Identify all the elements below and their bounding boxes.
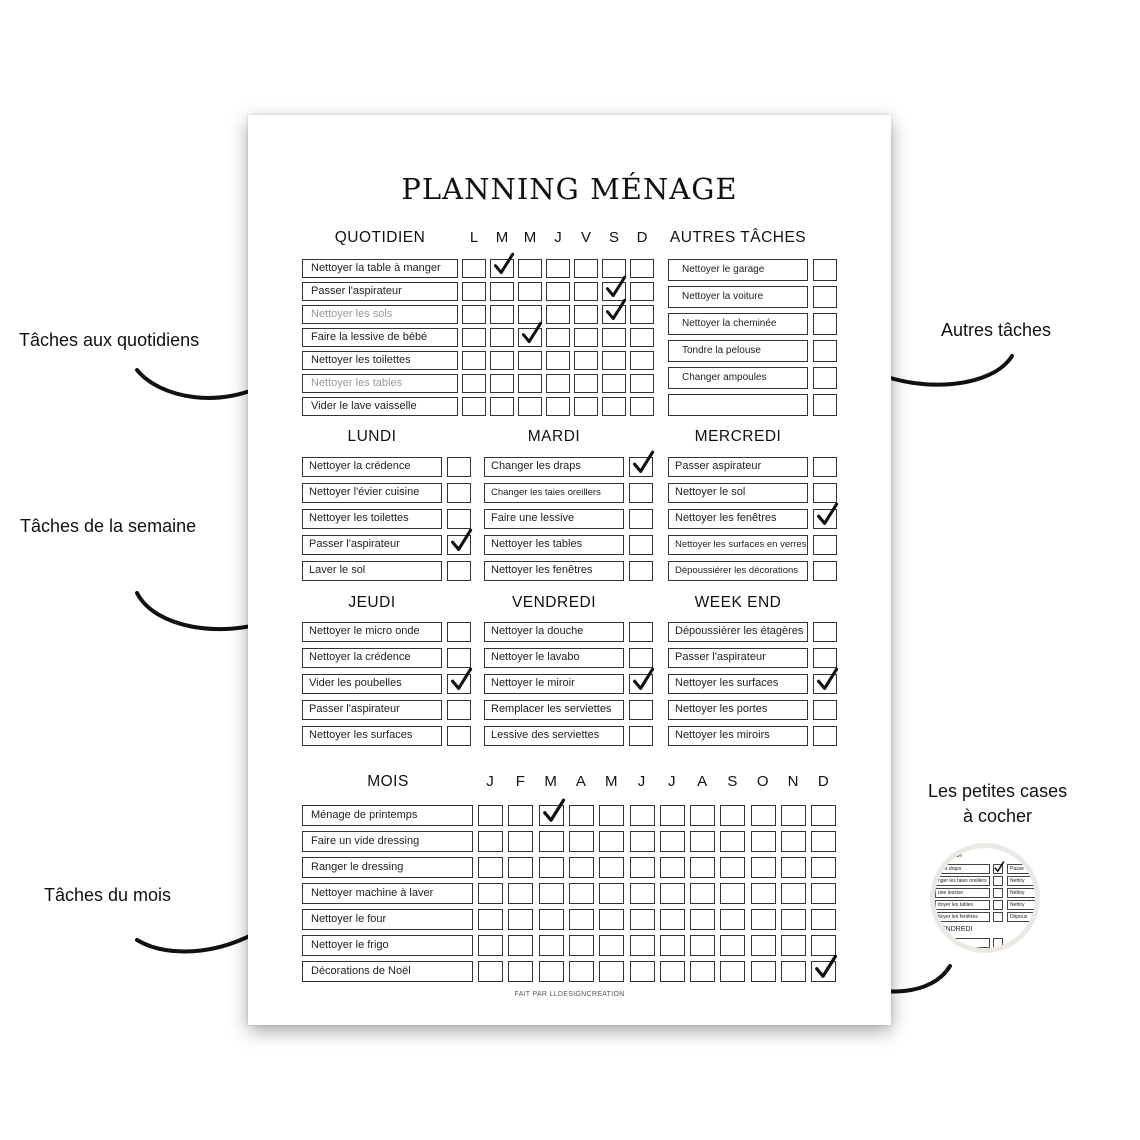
checkbox[interactable]	[447, 509, 471, 529]
checkbox[interactable]	[569, 805, 594, 826]
checkbox[interactable]	[720, 831, 745, 852]
week-section-title: MARDI	[527, 428, 581, 445]
planning-sheet	[248, 115, 891, 1025]
zoom-task-row: ttoyer les tables	[935, 900, 990, 910]
checkbox[interactable]	[447, 622, 471, 642]
week-task: Nettoyer l'évier cuisine	[302, 483, 442, 503]
daily-task: Nettoyer la table à manger	[302, 259, 458, 278]
checkbox[interactable]	[630, 805, 655, 826]
checkbox[interactable]	[660, 961, 685, 982]
monthly-task: Décorations de Noël	[302, 961, 473, 982]
other-task: Nettoyer la voiture	[668, 286, 808, 308]
zoom-checkbox	[993, 900, 1003, 910]
week-task: Nettoyer le miroir	[484, 674, 624, 694]
week-task: Lessive des serviettes	[484, 726, 624, 746]
checkmark-icon	[604, 276, 627, 299]
week-task: Nettoyer les tables	[484, 535, 624, 555]
checkbox[interactable]	[478, 883, 503, 904]
checkbox[interactable]	[630, 961, 655, 982]
week-task: Passer l'aspirateur	[302, 535, 442, 555]
checkbox[interactable]	[574, 374, 598, 393]
checkbox[interactable]	[720, 883, 745, 904]
checkbox[interactable]	[811, 883, 836, 904]
monthly-task: Nettoyer le four	[302, 909, 473, 930]
checkbox[interactable]	[813, 394, 837, 416]
checkbox[interactable]	[751, 909, 776, 930]
checkbox[interactable]	[781, 961, 806, 982]
week-task: Nettoyer les fenêtres	[668, 509, 808, 529]
week-task: Nettoyer le sol	[668, 483, 808, 503]
other-task: Nettoyer la cheminée	[668, 313, 808, 335]
checkbox[interactable]	[518, 282, 542, 301]
checkbox[interactable]	[546, 259, 570, 278]
other-section-title: AUTRES TÂCHES	[669, 229, 807, 246]
checkbox[interactable]	[478, 831, 503, 852]
checkbox[interactable]	[518, 259, 542, 278]
checkbox[interactable]	[599, 883, 624, 904]
checkbox[interactable]	[751, 883, 776, 904]
checkbox[interactable]	[508, 909, 533, 930]
checkbox[interactable]	[599, 805, 624, 826]
week-task: Nettoyer les surfaces	[668, 674, 808, 694]
zoom-task-row: ttoyer les fenêtres	[935, 912, 990, 922]
zoom-heading-top: DI	[955, 852, 962, 859]
checkmark-icon	[541, 799, 566, 824]
checkbox[interactable]	[569, 857, 594, 878]
month-letter: O	[756, 773, 769, 790]
checkbox[interactable]	[508, 935, 533, 956]
checkbox[interactable]	[569, 883, 594, 904]
month-letter: J	[668, 773, 676, 790]
checkbox[interactable]	[574, 282, 598, 301]
week-task: Changer les draps	[484, 457, 624, 477]
zoom-task-row: une lessive	[935, 888, 990, 898]
checkbox[interactable]	[630, 935, 655, 956]
checkbox[interactable]	[630, 883, 655, 904]
checkbox[interactable]	[546, 305, 570, 324]
checkbox[interactable]	[569, 909, 594, 930]
checkbox[interactable]	[720, 909, 745, 930]
checkbox[interactable]	[574, 351, 598, 370]
monthly-task: Nettoyer machine à laver	[302, 883, 473, 904]
checkbox[interactable]	[508, 961, 533, 982]
checkbox[interactable]	[574, 328, 598, 347]
checkbox[interactable]	[811, 805, 836, 826]
checkbox[interactable]	[629, 483, 653, 503]
month-letter: M	[604, 773, 618, 790]
day-letter: J	[554, 229, 562, 246]
month-letter: A	[575, 773, 586, 790]
checkbox[interactable]	[660, 857, 685, 878]
week-task: Nettoyer la crédence	[302, 648, 442, 668]
checkbox[interactable]	[447, 700, 471, 720]
checkbox[interactable]	[574, 259, 598, 278]
zoom-task-row-right: Nettoy	[1007, 876, 1040, 886]
zoom-task-row-right: Passe	[1007, 864, 1040, 874]
checkbox[interactable]	[813, 648, 837, 668]
month-letter: F	[515, 773, 525, 790]
month-letter: J	[486, 773, 494, 790]
checkbox[interactable]	[508, 857, 533, 878]
checkbox[interactable]	[630, 397, 654, 416]
checkbox[interactable]	[462, 305, 486, 324]
checkbox[interactable]	[813, 622, 837, 642]
checkmark-icon	[813, 955, 838, 980]
week-task: Nettoyer les surfaces	[302, 726, 442, 746]
checkbox[interactable]	[751, 961, 776, 982]
checkbox[interactable]	[813, 259, 837, 281]
checkbox[interactable]	[546, 328, 570, 347]
month-letter: N	[787, 773, 799, 790]
week-task: Nettoyer la crédence	[302, 457, 442, 477]
week-task: Dépoussiérer les décorations	[668, 561, 808, 581]
checkbox[interactable]	[602, 328, 626, 347]
sheet-footer: FAIT PAR LLDESIGNCREATION	[514, 991, 625, 998]
zoom-detail-circle	[930, 843, 1040, 953]
checkbox[interactable]	[813, 535, 837, 555]
checkbox[interactable]	[660, 831, 685, 852]
daily-task: Vider le lave vaisselle	[302, 397, 458, 416]
callout-daily: Tâches aux quotidiens	[19, 330, 200, 350]
checkbox[interactable]	[462, 374, 486, 393]
sheet-title: PLANNING MÉNAGE	[401, 172, 738, 206]
checkbox[interactable]	[569, 831, 594, 852]
week-task: Vider les poubelles	[302, 674, 442, 694]
checkbox[interactable]	[660, 883, 685, 904]
callout-boxes-line2: à cocher	[963, 806, 1033, 826]
checkbox[interactable]	[602, 397, 626, 416]
day-letter: S	[608, 229, 619, 246]
checkmark-icon	[815, 668, 839, 692]
checkbox[interactable]	[629, 726, 653, 746]
callout-monthly: Tâches du mois	[44, 885, 172, 905]
checkbox[interactable]	[629, 700, 653, 720]
checkbox[interactable]	[490, 305, 514, 324]
checkbox[interactable]	[720, 857, 745, 878]
checkbox[interactable]	[574, 305, 598, 324]
checkbox[interactable]	[811, 935, 836, 956]
checkbox[interactable]	[630, 351, 654, 370]
monthly-section-title: MOIS	[367, 773, 409, 790]
zoom-task-row-right: Nettoy	[1007, 900, 1040, 910]
monthly-task: Faire un vide dressing	[302, 831, 473, 852]
checkbox[interactable]	[690, 831, 715, 852]
checkbox[interactable]	[751, 831, 776, 852]
week-task: Nettoyer les miroirs	[668, 726, 808, 746]
checkbox[interactable]	[602, 374, 626, 393]
checkbox[interactable]	[629, 535, 653, 555]
checkbox[interactable]	[599, 909, 624, 930]
checkbox[interactable]	[599, 961, 624, 982]
checkbox[interactable]	[462, 397, 486, 416]
checkbox[interactable]	[630, 305, 654, 324]
checkbox[interactable]	[447, 648, 471, 668]
checkbox[interactable]	[630, 282, 654, 301]
checkbox[interactable]	[546, 282, 570, 301]
week-section-title: MERCREDI	[694, 428, 782, 445]
month-letter: D	[817, 773, 829, 790]
daily-task: Passer l'aspirateur	[302, 282, 458, 301]
checkbox[interactable]	[720, 805, 745, 826]
zoom-task-row-right: Nettoy	[1007, 888, 1040, 898]
week-task: Remplacer les serviettes	[484, 700, 624, 720]
checkmark-icon	[631, 451, 655, 475]
checkbox[interactable]	[813, 726, 837, 746]
daily-section-title: QUOTIDIEN	[334, 229, 426, 246]
checkbox[interactable]	[720, 961, 745, 982]
checkbox[interactable]	[690, 935, 715, 956]
zoom-checkbox	[993, 888, 1003, 898]
month-letter: A	[697, 773, 708, 790]
checkbox[interactable]	[490, 374, 514, 393]
daily-task: Nettoyer les toilettes	[302, 351, 458, 370]
checkbox[interactable]	[599, 857, 624, 878]
zoom-checkbox	[993, 876, 1003, 886]
checkbox[interactable]	[462, 328, 486, 347]
checkbox[interactable]	[630, 259, 654, 278]
week-task: Nettoyer la douche	[484, 622, 624, 642]
checkbox[interactable]	[478, 935, 503, 956]
week-task: Faire une lessive	[484, 509, 624, 529]
checkbox[interactable]	[630, 831, 655, 852]
checkbox[interactable]	[478, 909, 503, 930]
checkbox[interactable]	[447, 726, 471, 746]
checkbox[interactable]	[813, 457, 837, 477]
callout-weekly: Tâches de la semaine	[20, 516, 197, 536]
daily-task: Nettoyer les tables	[302, 374, 458, 393]
checkbox[interactable]	[781, 883, 806, 904]
checkbox[interactable]	[751, 935, 776, 956]
week-task: Dépoussiérer les étagères	[668, 622, 808, 642]
zoom-task-row-right: Dépous	[1007, 912, 1040, 922]
other-task	[668, 394, 808, 416]
checkbox[interactable]	[508, 805, 533, 826]
checkbox[interactable]	[539, 909, 564, 930]
day-letter: M	[495, 229, 509, 246]
week-task: Passer l'aspirateur	[302, 700, 442, 720]
day-letter: V	[580, 229, 591, 246]
checkbox[interactable]	[811, 831, 836, 852]
checkbox[interactable]	[602, 351, 626, 370]
checkbox[interactable]	[630, 909, 655, 930]
checkbox[interactable]	[811, 909, 836, 930]
daily-task: Nettoyer les sols	[302, 305, 458, 324]
checkbox[interactable]	[781, 935, 806, 956]
checkmark-icon	[492, 253, 515, 276]
checkbox[interactable]	[720, 935, 745, 956]
checkbox[interactable]	[490, 397, 514, 416]
week-section-title: JEUDI	[348, 594, 396, 611]
checkbox[interactable]	[660, 909, 685, 930]
week-section-title: WEEK END	[694, 594, 782, 611]
week-task: Passer aspirateur	[668, 457, 808, 477]
checkbox[interactable]	[813, 483, 837, 503]
daily-task: Faire la lessive de bébé	[302, 328, 458, 347]
checkbox[interactable]	[462, 259, 486, 278]
checkbox[interactable]	[690, 961, 715, 982]
checkbox[interactable]	[539, 935, 564, 956]
checkbox[interactable]	[490, 328, 514, 347]
monthly-task: Ménage de printemps	[302, 805, 473, 826]
callout-boxes-line1: Les petites cases	[928, 781, 1068, 801]
zoom-checkbox	[993, 938, 1003, 948]
other-task: Changer ampoules	[668, 367, 808, 389]
checkbox[interactable]	[630, 857, 655, 878]
checkbox[interactable]	[490, 282, 514, 301]
checkbox[interactable]	[690, 805, 715, 826]
checkbox[interactable]	[629, 509, 653, 529]
month-letter: J	[637, 773, 646, 790]
checkbox[interactable]	[813, 561, 837, 581]
checkbox[interactable]	[539, 883, 564, 904]
zoom-task-row: nger les taies oreillers	[935, 876, 990, 886]
checkbox[interactable]	[462, 282, 486, 301]
zoom-task-row: r les draps	[935, 864, 990, 874]
day-letter: M	[523, 229, 537, 246]
checkbox[interactable]	[781, 857, 806, 878]
checkbox[interactable]	[462, 351, 486, 370]
checkbox[interactable]	[781, 805, 806, 826]
checkbox[interactable]	[630, 374, 654, 393]
day-letter: L	[469, 229, 479, 246]
week-task: Passer l'aspirateur	[668, 648, 808, 668]
zoom-checkmark-icon	[993, 861, 1005, 873]
monthly-task: Nettoyer le frigo	[302, 935, 473, 956]
checkbox[interactable]	[781, 831, 806, 852]
checkbox[interactable]	[751, 857, 776, 878]
checkbox[interactable]	[539, 857, 564, 878]
week-task: Nettoyer le lavabo	[484, 648, 624, 668]
other-task: Tondre la pelouse	[668, 340, 808, 362]
checkbox[interactable]	[813, 367, 837, 389]
week-section-title: LUNDI	[347, 428, 397, 445]
week-task: Nettoyer les fenêtres	[484, 561, 624, 581]
other-task: Nettoyer le garage	[668, 259, 808, 281]
checkbox[interactable]	[599, 935, 624, 956]
checkbox[interactable]	[478, 805, 503, 826]
checkbox[interactable]	[811, 857, 836, 878]
checkmark-icon	[815, 503, 839, 527]
checkbox[interactable]	[569, 935, 594, 956]
checkbox[interactable]	[690, 883, 715, 904]
checkbox[interactable]	[546, 374, 570, 393]
checkbox[interactable]	[478, 961, 503, 982]
checkbox[interactable]	[539, 961, 564, 982]
checkbox[interactable]	[518, 374, 542, 393]
checkmark-icon	[520, 322, 543, 345]
week-task: Laver le sol	[302, 561, 442, 581]
checkbox[interactable]	[508, 831, 533, 852]
checkbox[interactable]	[629, 622, 653, 642]
month-letter: M	[544, 773, 557, 790]
zoom-task-row: che	[935, 938, 990, 948]
checkbox[interactable]	[546, 351, 570, 370]
checkbox[interactable]	[813, 340, 837, 362]
checkbox[interactable]	[508, 883, 533, 904]
checkbox[interactable]	[447, 561, 471, 581]
month-letter: S	[727, 773, 738, 790]
zoom-checkbox	[993, 912, 1003, 922]
week-task: Nettoyer les surfaces en verres	[668, 535, 808, 555]
checkbox[interactable]	[630, 328, 654, 347]
checkmark-icon	[449, 668, 473, 692]
checkbox[interactable]	[574, 397, 598, 416]
checkbox[interactable]	[813, 700, 837, 720]
checkbox[interactable]	[569, 961, 594, 982]
checkbox[interactable]	[690, 857, 715, 878]
checkbox[interactable]	[478, 857, 503, 878]
checkbox[interactable]	[447, 457, 471, 477]
week-task: Nettoyer les portes	[668, 700, 808, 720]
checkbox[interactable]	[813, 313, 837, 335]
checkbox[interactable]	[660, 805, 685, 826]
checkmark-icon	[449, 529, 473, 553]
week-task: Changer les taies oreillers	[484, 483, 624, 503]
callout-other: Autres tâches	[941, 320, 1052, 340]
checkbox[interactable]	[690, 909, 715, 930]
checkmark-icon	[631, 668, 655, 692]
day-letter: D	[636, 229, 648, 246]
week-section-title: VENDREDI	[511, 594, 597, 611]
checkbox[interactable]	[599, 831, 624, 852]
checkbox[interactable]	[518, 397, 542, 416]
checkbox[interactable]	[546, 397, 570, 416]
week-task: Nettoyer le micro onde	[302, 622, 442, 642]
checkbox[interactable]	[781, 909, 806, 930]
checkbox[interactable]	[447, 483, 471, 503]
week-task: Nettoyer les toilettes	[302, 509, 442, 529]
checkbox[interactable]	[629, 648, 653, 668]
zoom-heading-bottom: ENDREDI	[941, 926, 973, 933]
checkbox[interactable]	[660, 935, 685, 956]
checkbox[interactable]	[629, 561, 653, 581]
checkbox[interactable]	[490, 351, 514, 370]
checkmark-icon	[604, 299, 627, 322]
monthly-task: Ranger le dressing	[302, 857, 473, 878]
checkbox[interactable]	[518, 351, 542, 370]
checkbox[interactable]	[751, 805, 776, 826]
checkbox[interactable]	[813, 286, 837, 308]
checkbox[interactable]	[539, 831, 564, 852]
